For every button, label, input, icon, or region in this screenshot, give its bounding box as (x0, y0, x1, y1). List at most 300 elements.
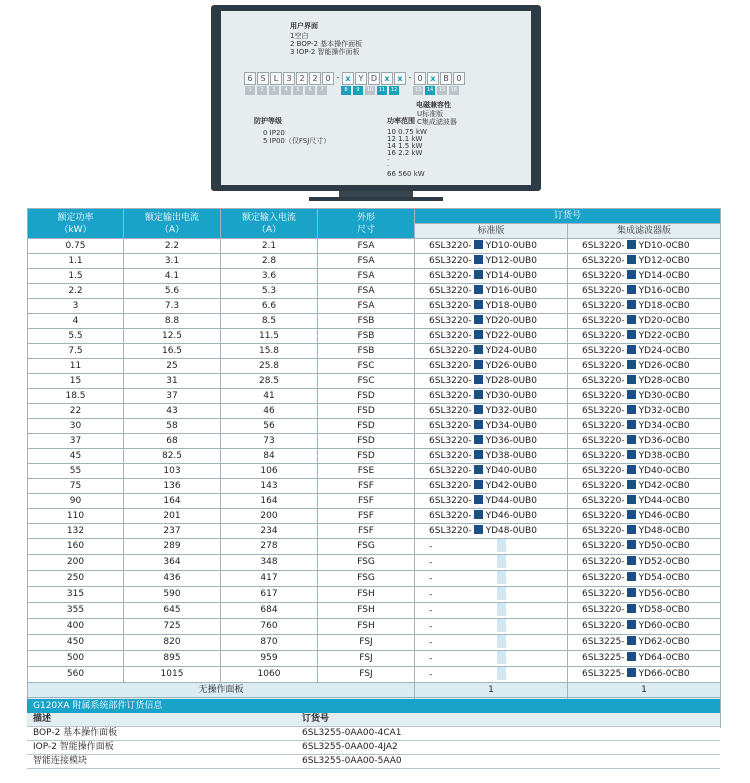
filter-order-cell (568, 651, 721, 667)
frame-size-cell: FSJ (318, 635, 415, 651)
input-current-cell: 3.6 (221, 269, 318, 284)
output-current-cell: 820 (124, 635, 221, 651)
ui-option: 3 IOP-2 智能操作面板 (290, 48, 360, 56)
power-option: · (387, 156, 390, 164)
order-code-char: x (381, 72, 393, 85)
order-placeholder-block (474, 345, 483, 354)
power-cell: 90 (28, 494, 124, 509)
monitor-stand-base (309, 197, 443, 201)
standard-order-cell (415, 524, 568, 539)
order-code (244, 72, 466, 85)
accessory-order: 6SL3255-0AA00-4CA1 (296, 727, 720, 741)
order-suffix: YD22-0UB0 (485, 330, 537, 341)
frame-size-cell: FSA (318, 269, 415, 284)
order-placeholder-block (627, 588, 636, 597)
order-placeholder-block (474, 330, 483, 339)
order-suffix: YD46-0CB0 (638, 510, 690, 521)
filter-order-cell (568, 555, 721, 571)
output-current-cell: 590 (124, 587, 221, 603)
order-suffix: YD22-0CB0 (638, 330, 690, 341)
output-current-cell: 31 (124, 374, 221, 389)
table-row (28, 494, 721, 509)
order-prefix: 6SL3220- (582, 240, 625, 251)
frame-size-cell: FSD (318, 404, 415, 419)
order-suffix: YD60-0CB0 (638, 621, 690, 631)
filter-order-cell (568, 299, 721, 314)
standard-order-cell (415, 667, 568, 683)
order-code-char: 0 (414, 72, 426, 85)
order-code-position: 7 (317, 86, 327, 95)
filter-order-cell (568, 509, 721, 524)
table-row (28, 419, 721, 434)
power-cell: 132 (28, 524, 124, 539)
power-cell: 11 (28, 359, 124, 374)
order-prefix: 6SL3220- (429, 300, 472, 311)
order-code-char: S (257, 72, 269, 85)
order-suffix: YD32-0UB0 (485, 405, 537, 416)
order-placeholder-block (627, 480, 636, 489)
order-prefix: 6SL3220- (429, 420, 472, 431)
order-prefix: 6SL3220- (582, 465, 625, 476)
order-prefix: 6SL3220- (429, 495, 472, 506)
output-current-cell: 201 (124, 509, 221, 524)
input-current-cell: 56 (221, 419, 318, 434)
standard-order-cell (415, 539, 568, 555)
order-prefix: - (429, 574, 433, 584)
accessories-col-order: 订货号 (296, 713, 720, 727)
filter-order-cell (568, 449, 721, 464)
order-code-char: - (408, 73, 412, 82)
output-current-cell: 1015 (124, 667, 221, 683)
order-prefix: 6SL3225- (582, 637, 625, 647)
order-suffix: YD14-0CB0 (638, 270, 690, 281)
frame-size-cell: FSH (318, 619, 415, 635)
header-power: 额定功率 （kW） (28, 209, 124, 239)
input-current-cell: 84 (221, 449, 318, 464)
input-current-cell: 6.6 (221, 299, 318, 314)
order-suffix: YD12-0UB0 (485, 255, 537, 266)
frame-size-cell: FSB (318, 329, 415, 344)
power-option: 10 0.75 kW (387, 128, 427, 136)
output-current-cell: 895 (124, 651, 221, 667)
frame-size-cell: FSG (318, 571, 415, 587)
monitor-bezel (211, 5, 541, 191)
order-prefix: 6SL3220- (582, 405, 625, 416)
ui-option: 2 BOP-2 基本操作面板 (290, 40, 363, 48)
order-code-char: x (394, 72, 406, 85)
order-placeholder-block (627, 375, 636, 384)
power-cell: 15 (28, 374, 124, 389)
order-prefix: 6SL3220- (582, 255, 625, 266)
power-cell: 110 (28, 509, 124, 524)
input-current-cell: 73 (221, 434, 318, 449)
order-suffix: YD56-0CB0 (638, 589, 690, 599)
input-current-cell: 164 (221, 494, 318, 509)
order-prefix: - (429, 590, 433, 600)
order-placeholder-block (627, 525, 636, 534)
order-placeholder-block (627, 450, 636, 459)
output-current-cell: 436 (124, 571, 221, 587)
order-suffix: YD18-0UB0 (485, 300, 537, 311)
order-prefix: 6SL3220- (582, 480, 625, 491)
order-prefix: 6SL3220- (429, 360, 472, 371)
order-placeholder-block (474, 480, 483, 489)
order-prefix: 6SL3220- (429, 390, 472, 401)
input-current-cell: 8.5 (221, 314, 318, 329)
order-placeholder-block (627, 668, 636, 677)
accessory-row (27, 727, 720, 741)
order-prefix: - (429, 670, 433, 680)
input-current-cell: 760 (221, 619, 318, 635)
order-suffix: YD66-0CB0 (638, 669, 690, 679)
accessory-desc: BOP-2 基本操作面板 (27, 727, 296, 741)
order-code-char: - (336, 73, 340, 82)
output-current-cell: 37 (124, 389, 221, 404)
filter-order-cell (568, 254, 721, 269)
empty-placeholder (497, 635, 506, 648)
frame-size-cell: FSD (318, 389, 415, 404)
power-cell: 0.75 (28, 239, 124, 254)
power-cell: 200 (28, 555, 124, 571)
table-row (28, 509, 721, 524)
order-code-position: 9 (353, 86, 363, 95)
table-row (28, 344, 721, 359)
order-suffix: YD48-0UB0 (485, 525, 537, 536)
order-code-char: 2 (296, 72, 308, 85)
input-current-cell: 1060 (221, 667, 318, 683)
order-code-position: 3 (269, 86, 279, 95)
order-placeholder-block (627, 420, 636, 429)
order-prefix: - (429, 622, 433, 632)
order-suffix: YD42-0CB0 (638, 480, 690, 491)
standard-order-cell (415, 269, 568, 284)
order-placeholder-block (627, 572, 636, 581)
order-placeholder-block (474, 300, 483, 309)
order-prefix: 6SL3220- (429, 465, 472, 476)
table-row (28, 359, 721, 374)
order-suffix: YD24-0CB0 (638, 345, 690, 356)
order-suffix: YD30-0CB0 (638, 390, 690, 401)
power-option: 16 2.2 kW (387, 149, 423, 157)
accessories-title: G120XA 附属系统部件订货信息 (27, 699, 720, 713)
standard-order-cell (415, 389, 568, 404)
ui-title: 用户界面 (290, 22, 318, 30)
order-code-char: 0 (322, 72, 334, 85)
table-row (28, 449, 721, 464)
order-code-position: 10 (366, 87, 374, 93)
filter-order-cell (568, 619, 721, 635)
output-current-cell: 103 (124, 464, 221, 479)
standard-order-cell (415, 329, 568, 344)
order-prefix: 6SL3220- (429, 330, 472, 341)
order-placeholder-block (627, 270, 636, 279)
frame-size-cell: FSD (318, 419, 415, 434)
order-placeholder-block (474, 525, 483, 534)
table-row (28, 571, 721, 587)
table-row (28, 314, 721, 329)
frame-size-cell: FSF (318, 494, 415, 509)
empty-placeholder (497, 571, 506, 584)
order-prefix: - (429, 542, 433, 552)
order-prefix: 6SL3220- (582, 525, 625, 536)
table-row (28, 539, 721, 555)
table-row (28, 603, 721, 619)
order-prefix: 6SL3220- (429, 405, 472, 416)
power-cell: 2.2 (28, 284, 124, 299)
table-row (28, 479, 721, 494)
frame-size-cell: FSH (318, 587, 415, 603)
accessory-desc: IOP-2 智能操作面板 (27, 741, 296, 755)
frame-size-cell: FSA (318, 254, 415, 269)
standard-order-cell (415, 359, 568, 374)
order-prefix: 6SL3220- (582, 605, 625, 615)
power-cell: 22 (28, 404, 124, 419)
output-current-cell: 164 (124, 494, 221, 509)
order-prefix: 6SL3220- (429, 435, 472, 446)
output-current-cell: 725 (124, 619, 221, 635)
accessory-row (27, 741, 720, 755)
order-placeholder-block (627, 405, 636, 414)
order-placeholder-block (474, 285, 483, 294)
power-cell: 7.5 (28, 344, 124, 359)
emc-title: 电磁兼容性 (416, 101, 451, 109)
frame-size-cell: FSH (318, 603, 415, 619)
panel-option-row (28, 683, 721, 698)
standard-order-cell (415, 449, 568, 464)
output-current-cell: 68 (124, 434, 221, 449)
header-input-current: 额定输入电流 （A） (221, 209, 318, 239)
order-placeholder-block (627, 240, 636, 249)
filter-order-cell (568, 284, 721, 299)
input-current-cell: 959 (221, 651, 318, 667)
frame-size-cell: FSA (318, 284, 415, 299)
standard-order-cell (415, 587, 568, 603)
order-placeholder-block (474, 450, 483, 459)
order-prefix: 6SL3220- (582, 300, 625, 311)
ui-option: 1空白 (290, 32, 309, 40)
filter-order-cell (568, 635, 721, 651)
panel-option-label: 无操作面板 (28, 683, 415, 698)
header-frame-size: 外形 尺寸 (318, 209, 415, 239)
power-option: · (387, 162, 390, 170)
order-placeholder-block (474, 360, 483, 369)
order-prefix: 6SL3220- (582, 390, 625, 401)
table-row (28, 254, 721, 269)
frame-size-cell: FSG (318, 555, 415, 571)
output-current-cell: 8.8 (124, 314, 221, 329)
standard-order-cell (415, 479, 568, 494)
filter-order-cell (568, 479, 721, 494)
panel-code-standard: 1 (415, 683, 568, 698)
order-suffix: YD16-0CB0 (638, 285, 690, 296)
order-suffix: YD64-0CB0 (638, 653, 690, 663)
filter-order-cell (568, 314, 721, 329)
order-suffix: YD54-0CB0 (638, 573, 690, 583)
order-suffix: YD62-0CB0 (638, 637, 690, 647)
output-current-cell: 237 (124, 524, 221, 539)
header-output-current: 额定输出电流 （A） (124, 209, 221, 239)
frame-size-cell: FSA (318, 239, 415, 254)
order-prefix: 6SL3220- (582, 270, 625, 281)
accessory-order: 6SL3255-0AA00-5AA0 (296, 755, 720, 769)
header-filter: 集成滤波器版 (568, 224, 721, 239)
standard-order-cell (415, 419, 568, 434)
order-code-position (329, 86, 339, 95)
order-code-position: 13 (414, 87, 422, 93)
table-row (28, 299, 721, 314)
table-row (28, 555, 721, 571)
order-prefix: 6SL3220- (582, 495, 625, 506)
order-code-char: 0 (453, 72, 465, 85)
power-cell: 160 (28, 539, 124, 555)
order-placeholder-block (474, 375, 483, 384)
order-suffix: YD48-0CB0 (638, 525, 690, 536)
standard-order-cell (415, 239, 568, 254)
order-suffix: YD44-0CB0 (638, 495, 690, 506)
power-cell: 250 (28, 571, 124, 587)
input-current-cell: 11.5 (221, 329, 318, 344)
order-prefix: 6SL3220- (429, 285, 472, 296)
order-prefix: 6SL3220- (582, 589, 625, 599)
standard-order-cell (415, 464, 568, 479)
panel-code-filter: 1 (568, 683, 721, 698)
order-code-char: 2 (309, 72, 321, 85)
order-code-positions (244, 86, 460, 95)
frame-size-cell: FSB (318, 314, 415, 329)
order-placeholder-block (474, 495, 483, 504)
order-code-position: 14 (426, 87, 434, 93)
input-current-cell: 2.1 (221, 239, 318, 254)
accessory-desc: 智能连接模块 (27, 755, 296, 769)
emc-option: C集成滤波器 (417, 118, 457, 126)
order-prefix: 6SL3220- (582, 557, 625, 567)
order-suffix: YD10-0CB0 (638, 240, 690, 251)
power-cell: 315 (28, 587, 124, 603)
filter-order-cell (568, 494, 721, 509)
power-range-title: 功率范围 (387, 117, 415, 125)
filter-order-cell (568, 329, 721, 344)
filter-order-cell (568, 667, 721, 683)
order-prefix: 6SL3220- (429, 525, 472, 536)
standard-order-cell (415, 314, 568, 329)
power-cell: 400 (28, 619, 124, 635)
order-suffix: YD10-0UB0 (485, 240, 537, 251)
order-placeholder-block (474, 270, 483, 279)
output-current-cell: 2.2 (124, 239, 221, 254)
order-prefix: 6SL3220- (582, 621, 625, 631)
order-suffix: YD32-0CB0 (638, 405, 690, 416)
table-row (28, 667, 721, 683)
order-prefix: 6SL3225- (582, 669, 625, 679)
order-suffix: YD12-0CB0 (638, 255, 690, 266)
standard-order-cell (415, 299, 568, 314)
order-code-char: 6 (244, 72, 256, 85)
order-prefix: 6SL3220- (429, 375, 472, 386)
standard-order-cell (415, 254, 568, 269)
order-placeholder-block (627, 465, 636, 474)
order-suffix: YD40-0CB0 (638, 465, 690, 476)
order-prefix: 6SL3220- (582, 510, 625, 521)
empty-placeholder (497, 651, 506, 664)
filter-order-cell (568, 269, 721, 284)
order-prefix: - (429, 654, 433, 664)
empty-placeholder (497, 603, 506, 616)
order-suffix: YD20-0UB0 (485, 315, 537, 326)
order-code-char: 3 (283, 72, 295, 85)
order-prefix: 6SL3220- (429, 270, 472, 281)
output-current-cell: 25 (124, 359, 221, 374)
protection-option: 0 IP20 (263, 129, 285, 137)
order-suffix: YD38-0CB0 (638, 450, 690, 461)
table-row (28, 374, 721, 389)
output-current-cell: 364 (124, 555, 221, 571)
filter-order-cell (568, 239, 721, 254)
standard-order-cell (415, 434, 568, 449)
order-code-char: x (342, 72, 354, 85)
order-suffix: YD42-0UB0 (485, 480, 537, 491)
order-prefix: 6SL3220- (582, 573, 625, 583)
header-standard: 标准版 (415, 224, 568, 239)
order-placeholder-block (627, 510, 636, 519)
order-placeholder-block (627, 390, 636, 399)
standard-order-cell (415, 344, 568, 359)
order-suffix: YD44-0UB0 (485, 495, 537, 506)
output-current-cell: 12.5 (124, 329, 221, 344)
power-cell: 37 (28, 434, 124, 449)
order-placeholder-block (474, 240, 483, 249)
output-current-cell: 82.5 (124, 449, 221, 464)
power-option: 14 1.5 kW (387, 142, 423, 150)
order-prefix: 6SL3220- (429, 345, 472, 356)
standard-order-cell (415, 571, 568, 587)
input-current-cell: 2.8 (221, 254, 318, 269)
table-row (28, 269, 721, 284)
order-placeholder-block (474, 435, 483, 444)
order-placeholder-block (627, 285, 636, 294)
order-suffix: YD24-0UB0 (485, 345, 537, 356)
input-current-cell: 46 (221, 404, 318, 419)
order-suffix: YD34-0CB0 (638, 420, 690, 431)
filter-order-cell (568, 434, 721, 449)
order-prefix: 6SL3220- (582, 450, 625, 461)
standard-order-cell (415, 635, 568, 651)
order-prefix: - (429, 606, 433, 616)
input-current-cell: 348 (221, 555, 318, 571)
frame-size-cell: FSG (318, 539, 415, 555)
input-current-cell: 234 (221, 524, 318, 539)
order-placeholder-block (474, 390, 483, 399)
filter-order-cell (568, 524, 721, 539)
order-code-position: 2 (257, 86, 267, 95)
output-current-cell: 7.3 (124, 299, 221, 314)
frame-size-cell: FSC (318, 359, 415, 374)
order-code-char: x (427, 72, 439, 85)
order-prefix: 6SL3220- (429, 450, 472, 461)
header-order-number: 订货号 (415, 209, 721, 224)
power-option: 12 1.1 kW (387, 135, 423, 143)
order-code-position: 16 (450, 87, 458, 93)
order-prefix: 6SL3225- (582, 653, 625, 663)
order-code-char: D (368, 72, 380, 85)
order-code-position (401, 86, 411, 95)
standard-order-cell (415, 603, 568, 619)
order-suffix: YD36-0UB0 (485, 435, 537, 446)
output-current-cell: 16.5 (124, 344, 221, 359)
frame-size-cell: FSD (318, 434, 415, 449)
order-suffix: YD30-0UB0 (485, 390, 537, 401)
power-cell: 5.5 (28, 329, 124, 344)
table-row (28, 329, 721, 344)
